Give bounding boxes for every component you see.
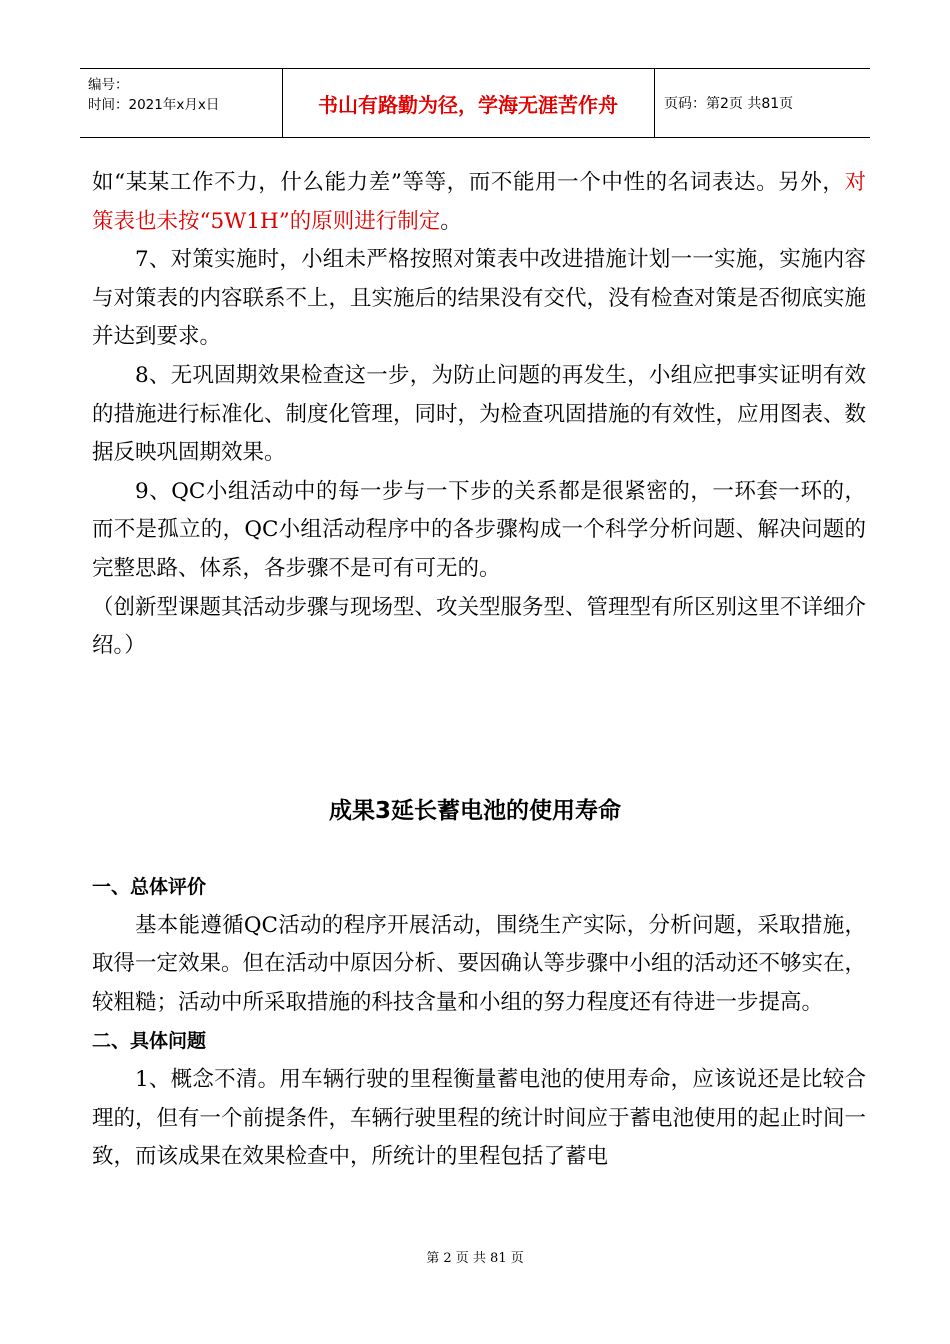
subheading: 一、总体评价 bbox=[92, 876, 207, 898]
document-body bbox=[92, 164, 866, 666]
paragraph: 1、概念不清。用车辆行驶的里程衡量蓄电池的使用寿命，应该说还是比较合理的，但有一个前提条件，车辆行驶里程的统计时间应于蓄电池使用的起止时间一致，而该成果在效果检查中，所统计的里程包括了蓄电 bbox=[92, 1066, 867, 1170]
code-label: 编号： bbox=[88, 77, 129, 93]
paragraph: 9、QC小组活动中的每一步与一下步的关系都是很紧密的，一环套一环的，而不是孤立的，QC小组活动程序中的各步骤构成一个科学分析问题、解决问题的完整思路、体系，各步骤不是可有可无的。 bbox=[92, 478, 866, 581]
section-title: 成果3延长蓄电池的使用寿命 bbox=[328, 798, 621, 824]
paragraph: 8、无巩固期效果检查这一步，为防止问题的再发生，小组应把事实证明有效的措施进行标准化、制度化管理，同时，为检查巩固措施的有效性，应用图表、数据反映巩固期效果。 bbox=[92, 362, 867, 466]
time-label: 时间：2021年x月x日 bbox=[88, 97, 220, 113]
page-header bbox=[80, 68, 870, 138]
paragraph-text: 。 bbox=[440, 208, 462, 234]
paragraph bbox=[92, 164, 866, 241]
paragraph: 7、对策实施时，小组未严格按照对策表中改进措施计划一一实施，实施内容与对策表的内容联系不上，且实施后的结果没有交代，没有检查对策是否彻底实施并达到要求。 bbox=[92, 247, 867, 350]
paragraph-text: 如“某某工作不力，什么能力差”等等，而不能用一个中性的名词表达。另外， bbox=[92, 170, 845, 195]
section-body bbox=[92, 868, 866, 1177]
subheading: 二、具体问题 bbox=[92, 1030, 207, 1053]
header-page-info: 页码：第2页 共81页 bbox=[664, 96, 794, 112]
header-meta bbox=[88, 75, 219, 115]
paragraph: （创新型课题其活动步骤与现场型、攻关型服务型、管理型有所区别这里不详细介绍。） bbox=[92, 594, 867, 659]
header-motto: 书山有路勤为径，学海无涯苦作舟 bbox=[318, 92, 618, 117]
header-divider bbox=[654, 69, 655, 137]
highlighted-text: 对策表也未按“5W1H”的原则进行制定 bbox=[92, 170, 866, 234]
page-footer: 第 2 页 共 81 页 bbox=[426, 1251, 524, 1266]
paragraph: 基本能遵循QC活动的程序开展活动，围绕生产实际，分析问题，采取措施，取得一定效果。但在活动中原因分析、要因确认等步骤中小组的活动还不够实在，较粗糙；活动中所采取措施的科技含量和小组的努力程度还有待进一步提高。 bbox=[92, 912, 867, 1015]
